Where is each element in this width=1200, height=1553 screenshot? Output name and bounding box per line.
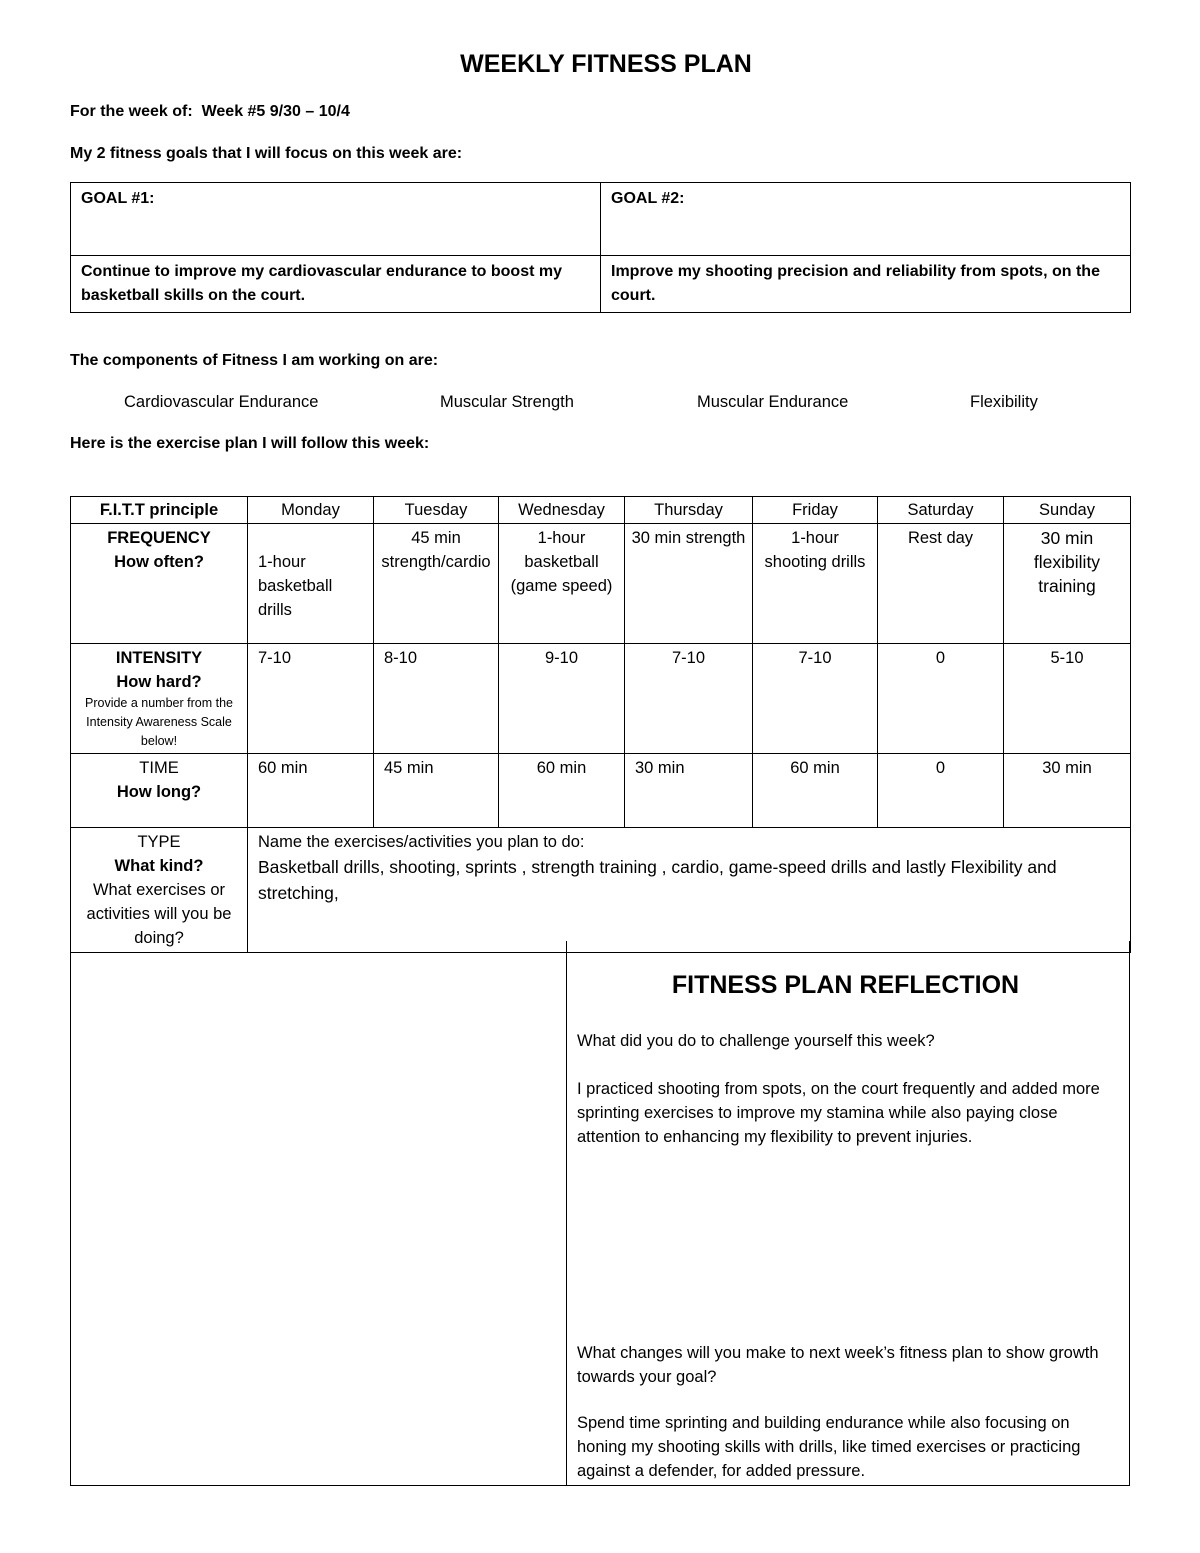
reflection-answer-2: Spend time sprinting and building endurance while also focusing on honing my shooting skills with drills, like timed exercises or practicing against a defender, for added pressure. (577, 1414, 1081, 1480)
reflection-section (70, 941, 1130, 1486)
type-value: Basketball drills, shooting, sprints , strength training , cardio, game-speed drills and lastly Flexibility and stretching, (258, 857, 1057, 903)
time-cell-monday: 60 min (248, 754, 374, 828)
day-header-friday: Friday (753, 497, 878, 524)
time-cell-thursday: 30 min (625, 754, 753, 828)
reflection-divider (566, 941, 567, 1485)
day-header-sunday: Sunday (1004, 497, 1131, 524)
type-note: What exercises or activities will you be doing? (86, 881, 232, 947)
time-label: TIME (139, 759, 179, 777)
intensity-cell-wednesday: 9-10 (499, 644, 625, 754)
time-cell-saturday: 0 (878, 754, 1004, 828)
week-value: Week #5 9/30 – 10/4 (201, 103, 350, 120)
type-label-cell (71, 828, 248, 953)
time-cell-wednesday: 60 min (499, 754, 625, 828)
frequency-row (71, 524, 1131, 644)
fitt-header-row (71, 497, 1131, 524)
type-sub: What kind? (114, 857, 204, 875)
goal1-text: Continue to improve my cardiovascular endurance to boost my basketball skills on the court. (71, 256, 601, 313)
goals-table (70, 182, 1131, 313)
fitt-header-cell: F.I.T.T principle (71, 497, 248, 524)
components-intro: The components of Fitness I am working on are: (70, 352, 439, 369)
time-cell-sunday: 30 min (1004, 754, 1131, 828)
frequency-value: 1-hour basketball drills (258, 553, 333, 619)
intensity-sub: How hard? (116, 673, 202, 691)
goal1-label: GOAL #1: (71, 183, 601, 256)
intensity-label-cell (71, 644, 248, 754)
component-item: Flexibility (970, 393, 1038, 411)
week-label: For the week of: (70, 103, 193, 120)
component-item: Muscular Endurance (697, 393, 849, 411)
time-row (71, 754, 1131, 828)
day-header-wednesday: Wednesday (499, 497, 625, 524)
reflection-answer-1: I practiced shooting from spots, on the court frequently and added more sprinting exercises to improve my stamina while also paying close attention to enhancing my flexibility to prevent injuries. (577, 1080, 1100, 1146)
type-label: TYPE (137, 833, 181, 851)
day-header-tuesday: Tuesday (374, 497, 499, 524)
frequency-label: FREQUENCY (107, 529, 211, 547)
intensity-cell-sunday: 5-10 (1004, 644, 1131, 754)
page-title: WEEKLY FITNESS PLAN (460, 50, 752, 78)
intensity-cell-monday: 7-10 (248, 644, 374, 754)
time-cell-friday: 60 min (753, 754, 878, 828)
intensity-cell-tuesday: 8-10 (374, 644, 499, 754)
plan-intro: Here is the exercise plan I will follow this week: (70, 435, 430, 452)
intensity-row (71, 644, 1131, 754)
time-sub: How long? (116, 783, 202, 801)
fitt-table (70, 496, 1131, 953)
day-header-thursday: Thursday (625, 497, 753, 524)
component-item: Muscular Strength (440, 393, 574, 411)
frequency-label-cell (71, 524, 248, 644)
frequency-sub: How often? (114, 553, 204, 571)
week-line (70, 103, 350, 121)
time-cell-tuesday: 45 min (374, 754, 499, 828)
intensity-cell-saturday: 0 (878, 644, 1004, 754)
frequency-cell-tuesday: 45 min strength/cardio (374, 524, 499, 644)
intensity-cell-thursday: 7-10 (625, 644, 753, 754)
type-content-cell (248, 828, 1131, 953)
component-item: Cardiovascular Endurance (124, 393, 319, 411)
time-label-cell (71, 754, 248, 828)
type-prompt: Name the exercises/activities you plan to do: (258, 833, 585, 851)
reflection-question-2: What changes will you make to next week’s fitness plan to show growth towards your goal? (577, 1344, 1099, 1386)
components-list (0, 393, 1200, 415)
frequency-cell-wednesday: 1-hour basketball (game speed) (499, 524, 625, 644)
day-header-monday: Monday (248, 497, 374, 524)
intensity-label: INTENSITY (115, 649, 203, 667)
frequency-cell-saturday: Rest day (878, 524, 1004, 644)
goal2-text: Improve my shooting precision and reliability from spots, on the court. (601, 256, 1131, 313)
reflection-question-1: What did you do to challenge yourself this week? (577, 1032, 935, 1050)
intensity-note: Provide a number from the Intensity Awareness Scale below! (85, 696, 233, 748)
day-header-saturday: Saturday (878, 497, 1004, 524)
frequency-cell-monday (248, 524, 374, 644)
type-row (71, 828, 1131, 953)
frequency-cell-friday: 1-hour shooting drills (753, 524, 878, 644)
intensity-cell-friday: 7-10 (753, 644, 878, 754)
goals-intro: My 2 fitness goals that I will focus on this week are: (70, 145, 463, 162)
frequency-cell-thursday: 30 min strength (625, 524, 753, 644)
frequency-cell-sunday: 30 min flexibility training (1004, 524, 1131, 644)
reflection-title: FITNESS PLAN REFLECTION (671, 971, 1020, 999)
goal2-label: GOAL #2: (601, 183, 1131, 256)
